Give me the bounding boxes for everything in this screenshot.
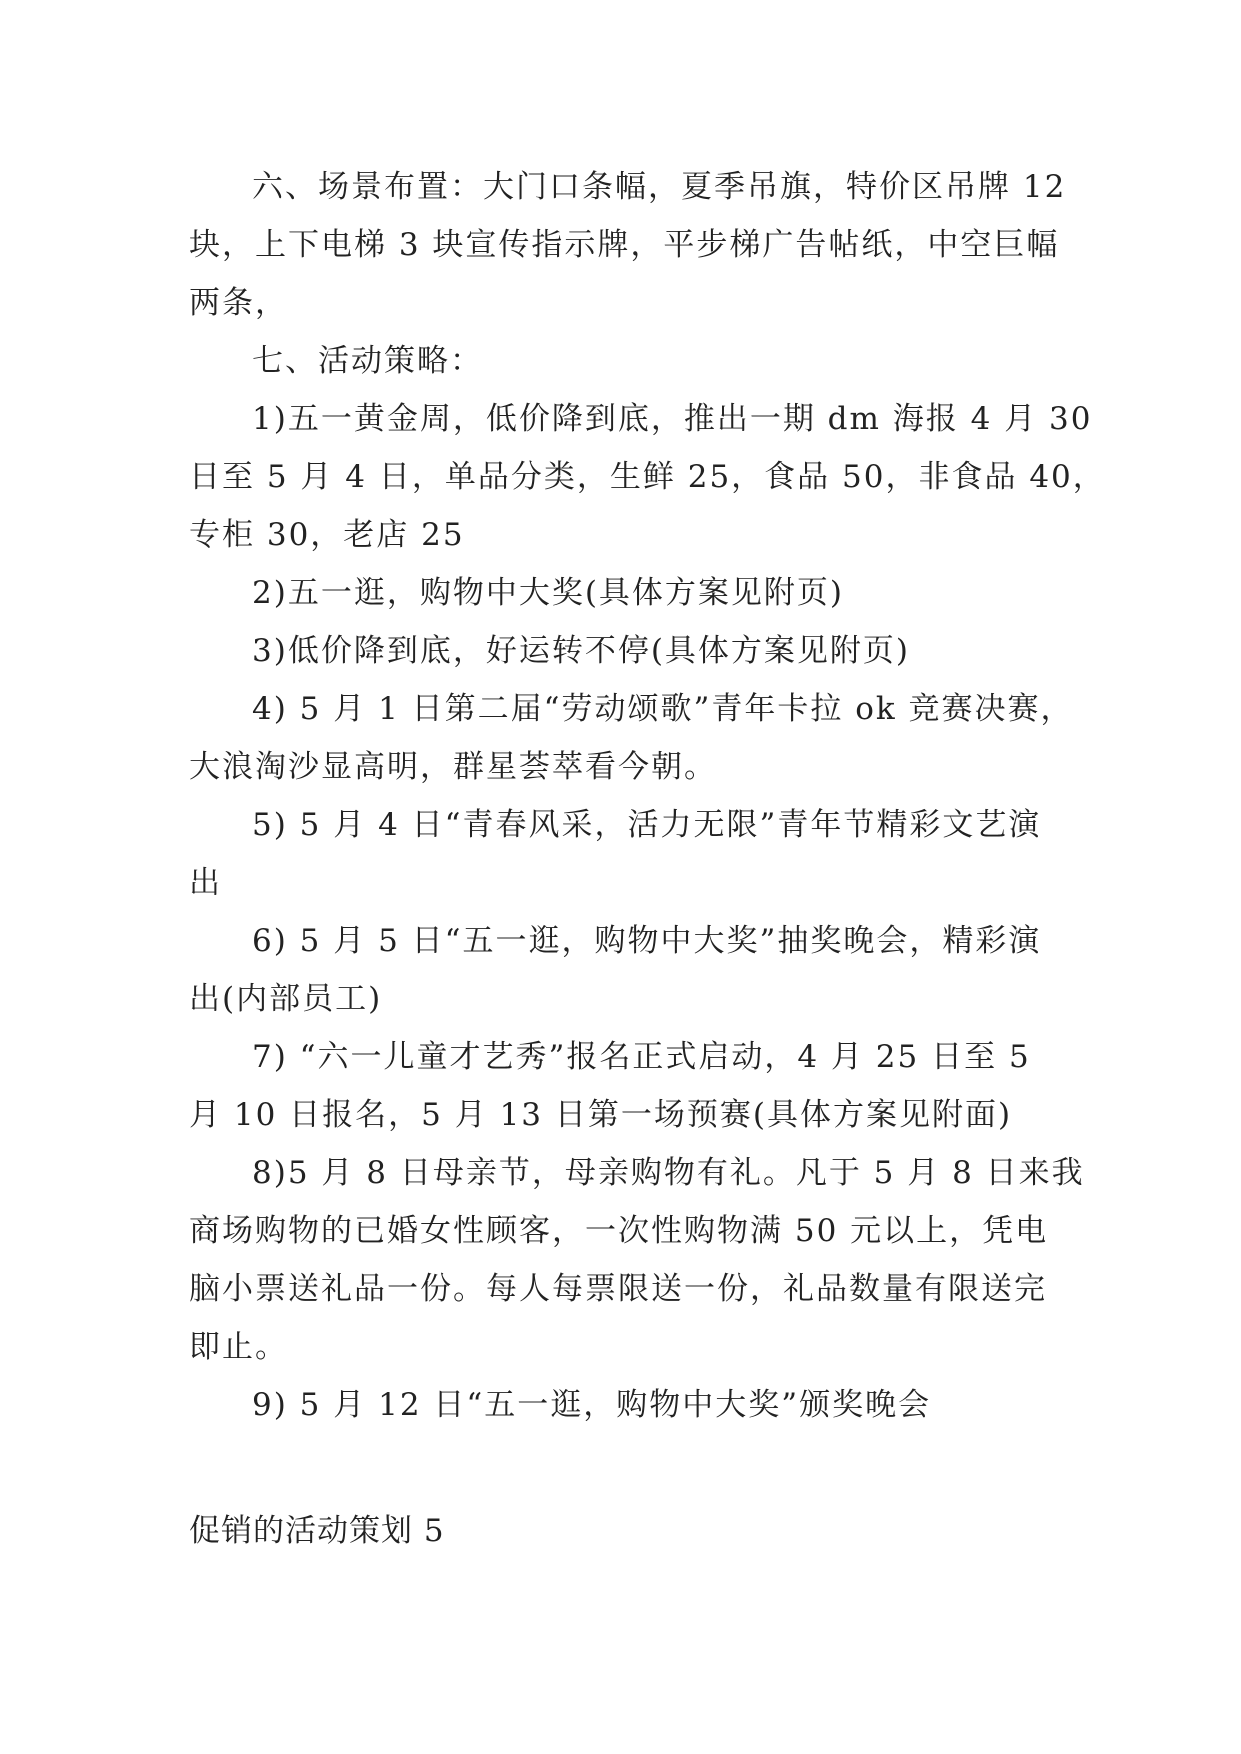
text-line: 5) 5 月 4 日“青春风采，活力无限”青年节精彩文艺演: [252, 807, 1042, 843]
text-line: 专柜 30，老店 25: [189, 517, 465, 553]
text-line: 出(内部员工): [189, 981, 383, 1017]
text-line: 9) 5 月 12 日“五一逛，购物中大奖”颁奖晚会: [252, 1387, 932, 1423]
text-line: 两条，: [189, 285, 288, 321]
text-line: 即止。: [189, 1329, 288, 1365]
text-line: 8)5 月 8 日母亲节，母亲购物有礼。凡于 5 月 8 日来我: [252, 1155, 1085, 1191]
text-line: 7) “六一儿童才艺秀”报名正式启动，4 月 25 日至 5: [252, 1039, 1031, 1075]
text-line: 3)低价降到底，好运转不停(具体方案见附页): [252, 633, 911, 669]
text-line: 六、场景布置：大门口条幅，夏季吊旗，特价区吊牌 12: [252, 169, 1067, 205]
text-line: 块，上下电梯 3 块宣传指示牌，平步梯广告帖纸，中空巨幅: [189, 227, 1060, 263]
text-line: 1)五一黄金周，低价降到底，推出一期 dm 海报 4 月 30: [252, 401, 1093, 437]
text-line: 商场购物的已婚女性顾客，一次性购物满 50 元以上，凭电: [189, 1213, 1049, 1249]
document-title: 促销的活动策划 5: [189, 1513, 445, 1549]
text-line: 日至 5 月 4 日，单品分类，生鲜 25，食品 50，非食品 40，: [189, 459, 1106, 495]
text-line: 出: [189, 865, 222, 901]
text-line: 6) 5 月 5 日“五一逛，购物中大奖”抽奖晚会，精彩演: [252, 923, 1042, 959]
section-heading: 七、活动策略：: [252, 343, 483, 379]
text-line: 2)五一逛，购物中大奖(具体方案见附页): [252, 575, 845, 611]
text-line: 脑小票送礼品一份。每人每票限送一份，礼品数量有限送完: [189, 1271, 1047, 1307]
text-line: 月 10 日报名，5 月 13 日第一场预赛(具体方案见附面): [189, 1097, 1013, 1133]
text-line: 大浪淘沙显高明，群星荟萃看今朝。: [189, 749, 717, 785]
text-line: 4) 5 月 1 日第二届“劳动颂歌”青年卡拉 ok 竞赛决赛，: [252, 691, 1074, 727]
